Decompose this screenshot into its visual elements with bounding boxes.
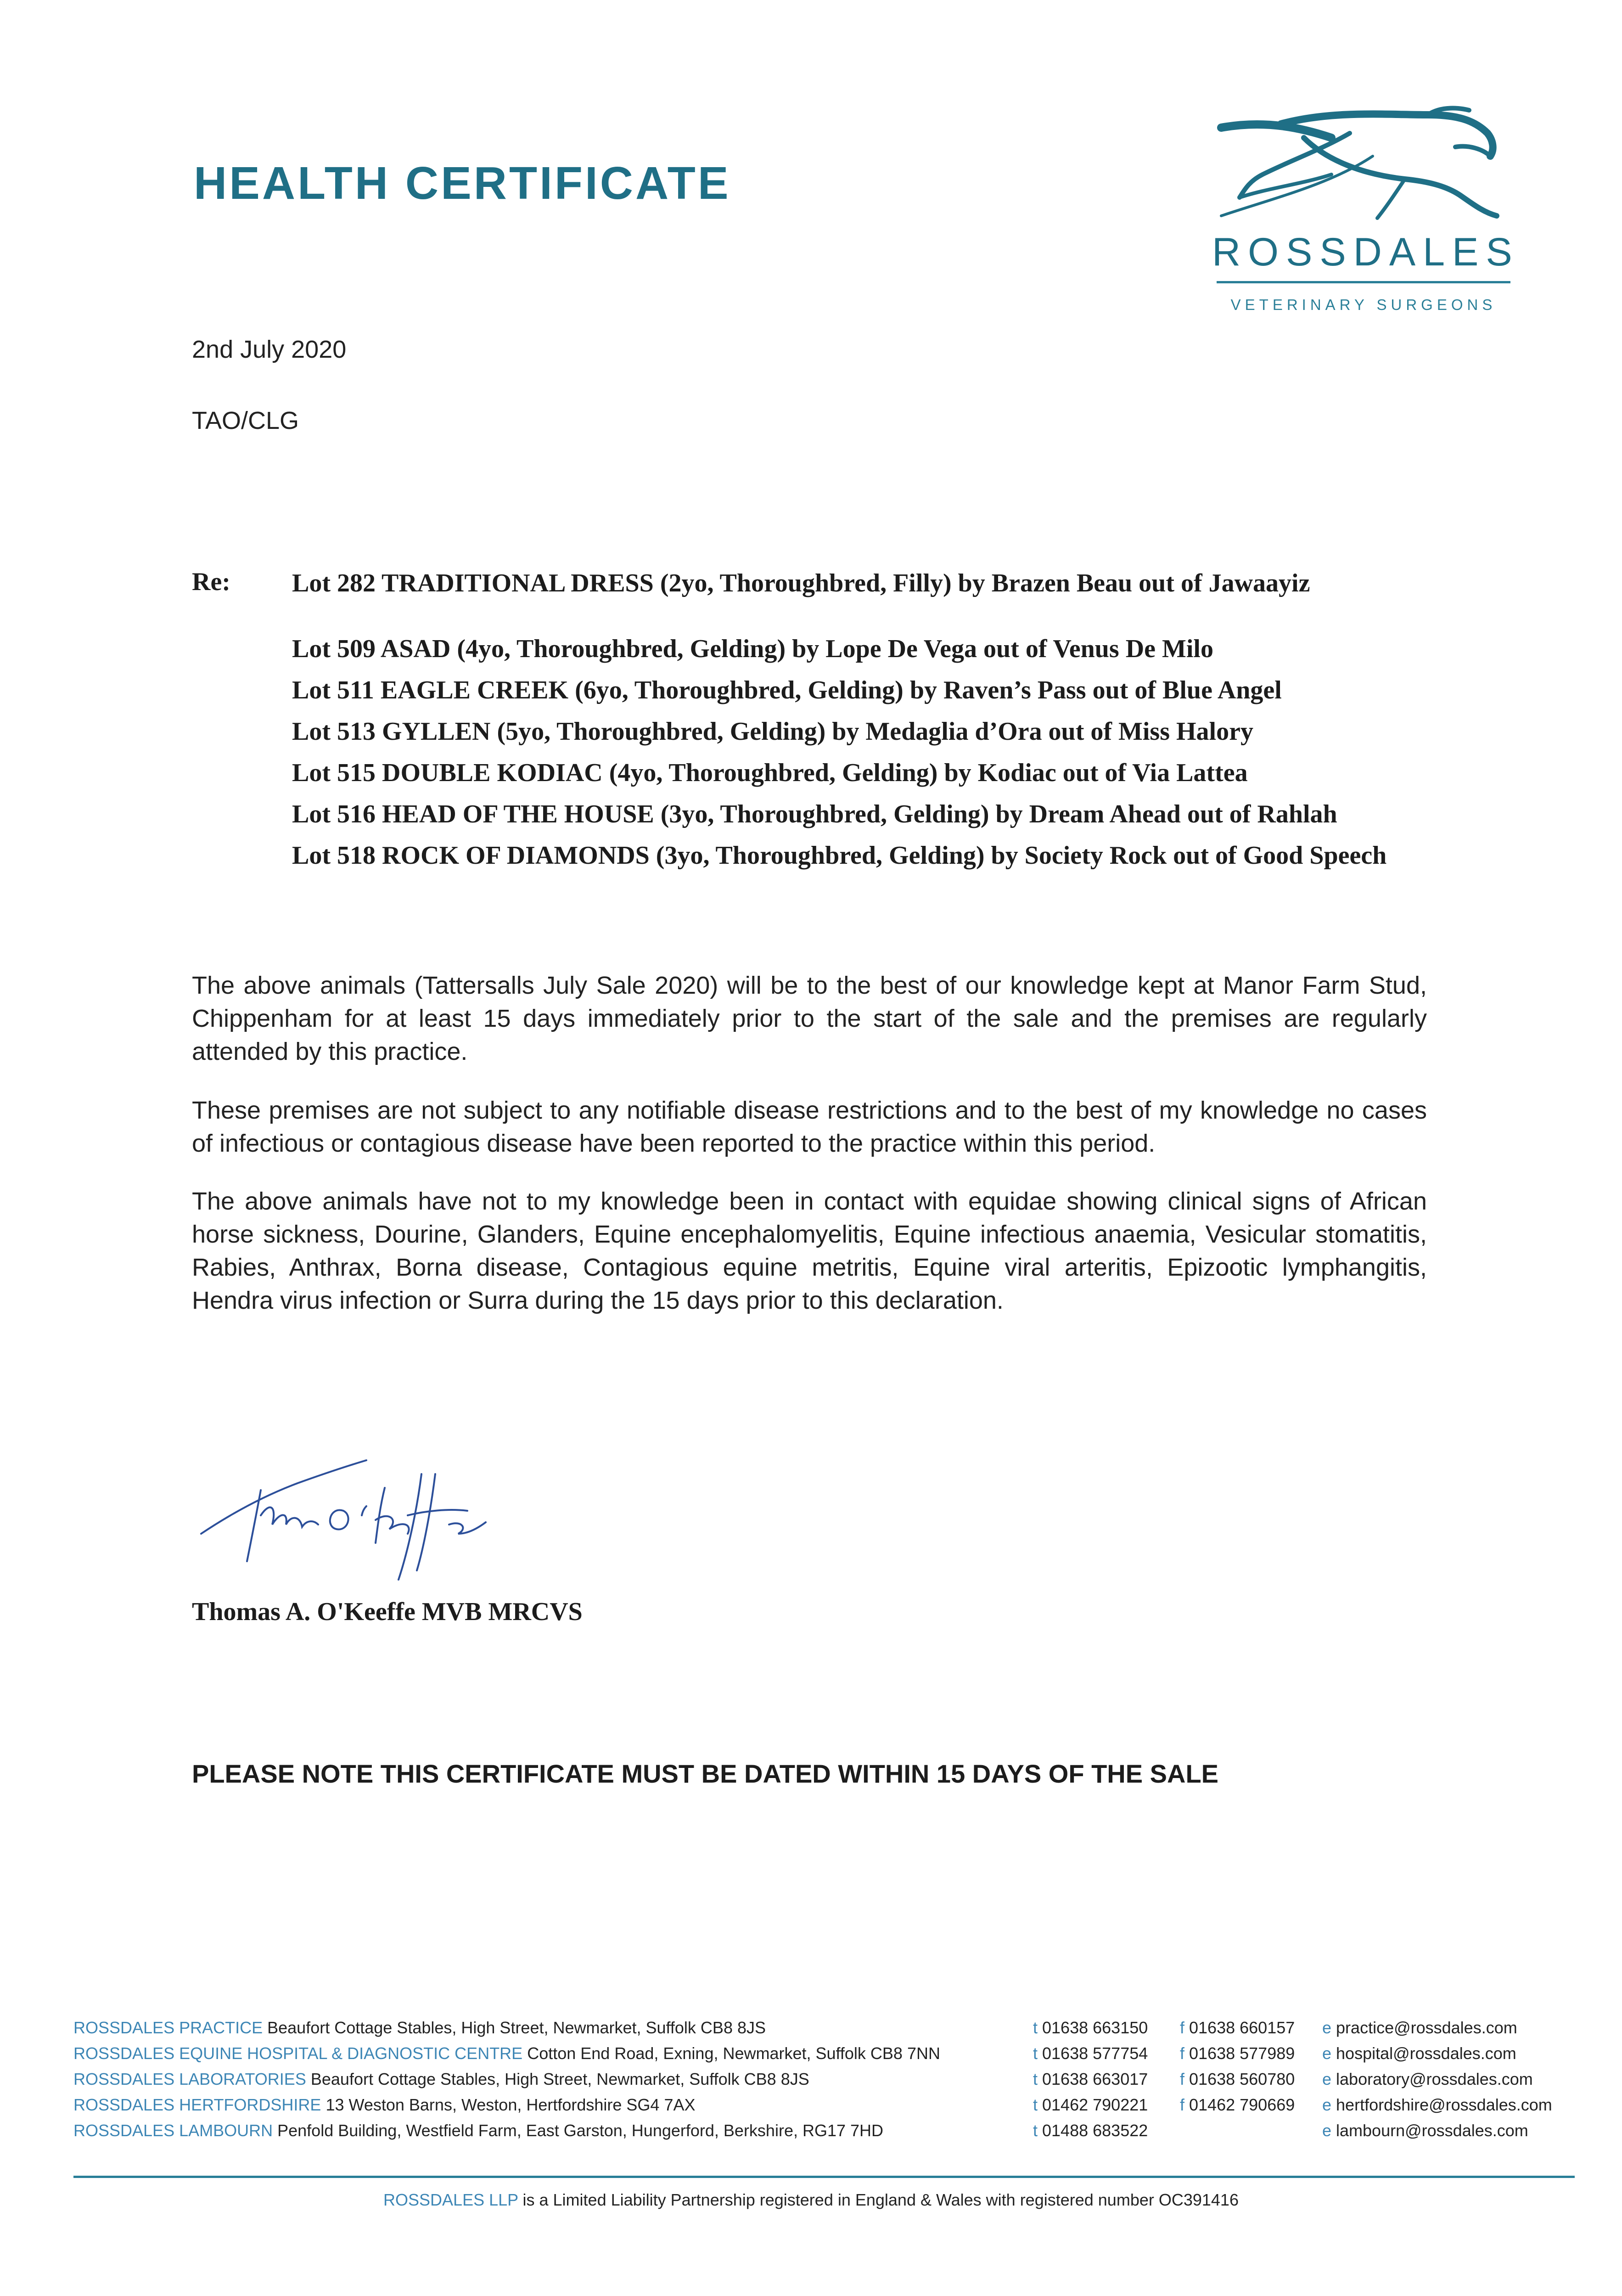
office-address: Cotton End Road, Exning, Newmarket, Suffolk CB8 7NN xyxy=(527,2044,940,2063)
llp-registration xyxy=(0,2190,1622,2210)
body-paragraph: The above animals have not to my knowledge been in contact with equidae showing clinical signs of African horse sickness, Dourine, Glanders, Equine encephalomyelitis, Equine infectious anaemia, Vesicular stomatitis, Rabies, Anthrax, Borna disease, Contagious equine metritis, Equine viral arteritis, Epizootic lymphangitis, Hendra virus infection or Surra during the 15 days prior to this declaration. xyxy=(192,1187,1427,1314)
lot-item: Lot 515 DOUBLE KODIAC (4yo, Thoroughbred, Gelding) by Kodiac out of Via Lattea xyxy=(292,759,1248,787)
llp-name: ROSSDALES LLP xyxy=(383,2190,518,2209)
office-name: ROSSDALES LAMBOURN xyxy=(73,2121,273,2140)
office-address: Penfold Building, Westfield Farm, East Garston, Hungerford, Berkshire, RG17 7HD xyxy=(277,2121,884,2140)
office-address: Beaufort Cottage Stables, High Street, Newmarket, Suffolk CB8 8JS xyxy=(310,2070,809,2088)
letter-date: 2nd July 2020 xyxy=(192,336,347,363)
llp-text: is a Limited Liability Partnership registered in England & Wales with registered number OC391416 xyxy=(522,2190,1239,2209)
office-email[interactable]: e lambourn@rossdales.com xyxy=(1322,2121,1528,2140)
office-name: ROSSDALES LABORATORIES xyxy=(73,2070,306,2088)
lot-item: Lot 516 HEAD OF THE HOUSE (3yo, Thoroughbred, Gelding) by Dream Ahead out of Rahlah xyxy=(292,800,1337,828)
footer-office-row xyxy=(73,2095,696,2115)
office-fax: f 01638 577989 xyxy=(1180,2044,1295,2063)
office-name: ROSSDALES EQUINE HOSPITAL & DIAGNOSTIC CENTRE xyxy=(73,2044,523,2063)
office-address: 13 Weston Barns, Weston, Hertfordshire SG4 7AX xyxy=(326,2095,696,2114)
lot-item: Lot 282 TRADITIONAL DRESS (2yo, Thoroughbred, Filly) by Brazen Beau out of Jawaayiz xyxy=(292,569,1310,597)
office-email[interactable]: e laboratory@rossdales.com xyxy=(1322,2070,1533,2088)
footer-office-row xyxy=(73,2070,809,2089)
office-email[interactable]: e practice@rossdales.com xyxy=(1322,2018,1517,2037)
office-fax: f 01638 660157 xyxy=(1180,2018,1295,2037)
office-fax: f 01638 560780 xyxy=(1180,2070,1295,2088)
lot-item: Lot 518 ROCK OF DIAMONDS (3yo, Thoroughbred, Gelding) by Society Rock out of Good Speech xyxy=(292,841,1387,870)
footer-office-row xyxy=(73,2044,940,2063)
handwritten-signature xyxy=(192,1446,504,1584)
body-paragraph: The above animals (Tattersalls July Sale 2020) will be to the best of our knowledge kept at Manor Farm Stud, Chippenham for at least 15 days immediately prior to the start of the sale and the premises are regularly attended by this practice. xyxy=(192,972,1427,1065)
office-address: Beaufort Cottage Stables, High Street, Newmarket, Suffolk CB8 8JS xyxy=(267,2018,766,2037)
office-email[interactable]: e hertfordshire@rossdales.com xyxy=(1322,2095,1552,2114)
office-telephone: t 01462 790221 xyxy=(1033,2095,1148,2114)
office-telephone: t 01638 663150 xyxy=(1033,2018,1148,2037)
letter-reference: TAO/CLG xyxy=(192,407,299,434)
footer-divider xyxy=(73,2176,1575,2178)
brand-divider xyxy=(1217,281,1510,283)
office-telephone: t 01638 577754 xyxy=(1033,2044,1148,2063)
footer-office-row xyxy=(73,2121,883,2140)
re-label: Re: xyxy=(192,568,230,596)
office-name: ROSSDALES PRACTICE xyxy=(73,2018,263,2037)
footer-office-row xyxy=(73,2018,766,2037)
signatory-name: Thomas A. O'Keeffe MVB MRCVS xyxy=(192,1598,583,1626)
office-name: ROSSDALES HERTFORDSHIRE xyxy=(73,2095,321,2114)
office-telephone: t 01488 683522 xyxy=(1033,2121,1148,2140)
dating-notice: PLEASE NOTE THIS CERTIFICATE MUST BE DATED WITHIN 15 DAYS OF THE SALE xyxy=(192,1759,1219,1788)
lot-item: Lot 513 GYLLEN (5yo, Thoroughbred, Gelding) by Medaglia d’Ora out of Miss Halory xyxy=(292,717,1253,746)
certificate-title: HEALTH CERTIFICATE xyxy=(194,158,731,209)
lot-item: Lot 509 ASAD (4yo, Thoroughbred, Gelding) by Lope De Vega out of Venus De Milo xyxy=(292,635,1213,663)
brand-name: ROSSDALES xyxy=(1212,230,1520,274)
office-email[interactable]: e hospital@rossdales.com xyxy=(1322,2044,1516,2063)
brand-subtitle: VETERINARY SURGEONS xyxy=(1230,296,1497,313)
body-paragraph: These premises are not subject to any notifiable disease restrictions and to the best of my knowledge no cases of infectious or contagious disease have been reported to the practice within this period. xyxy=(192,1097,1427,1157)
horse-logo-icon xyxy=(1212,106,1515,225)
lot-item: Lot 511 EAGLE CREEK (6yo, Thoroughbred, Gelding) by Raven’s Pass out of Blue Angel xyxy=(292,676,1282,704)
office-telephone: t 01638 663017 xyxy=(1033,2070,1148,2088)
office-fax: f 01462 790669 xyxy=(1180,2095,1295,2114)
